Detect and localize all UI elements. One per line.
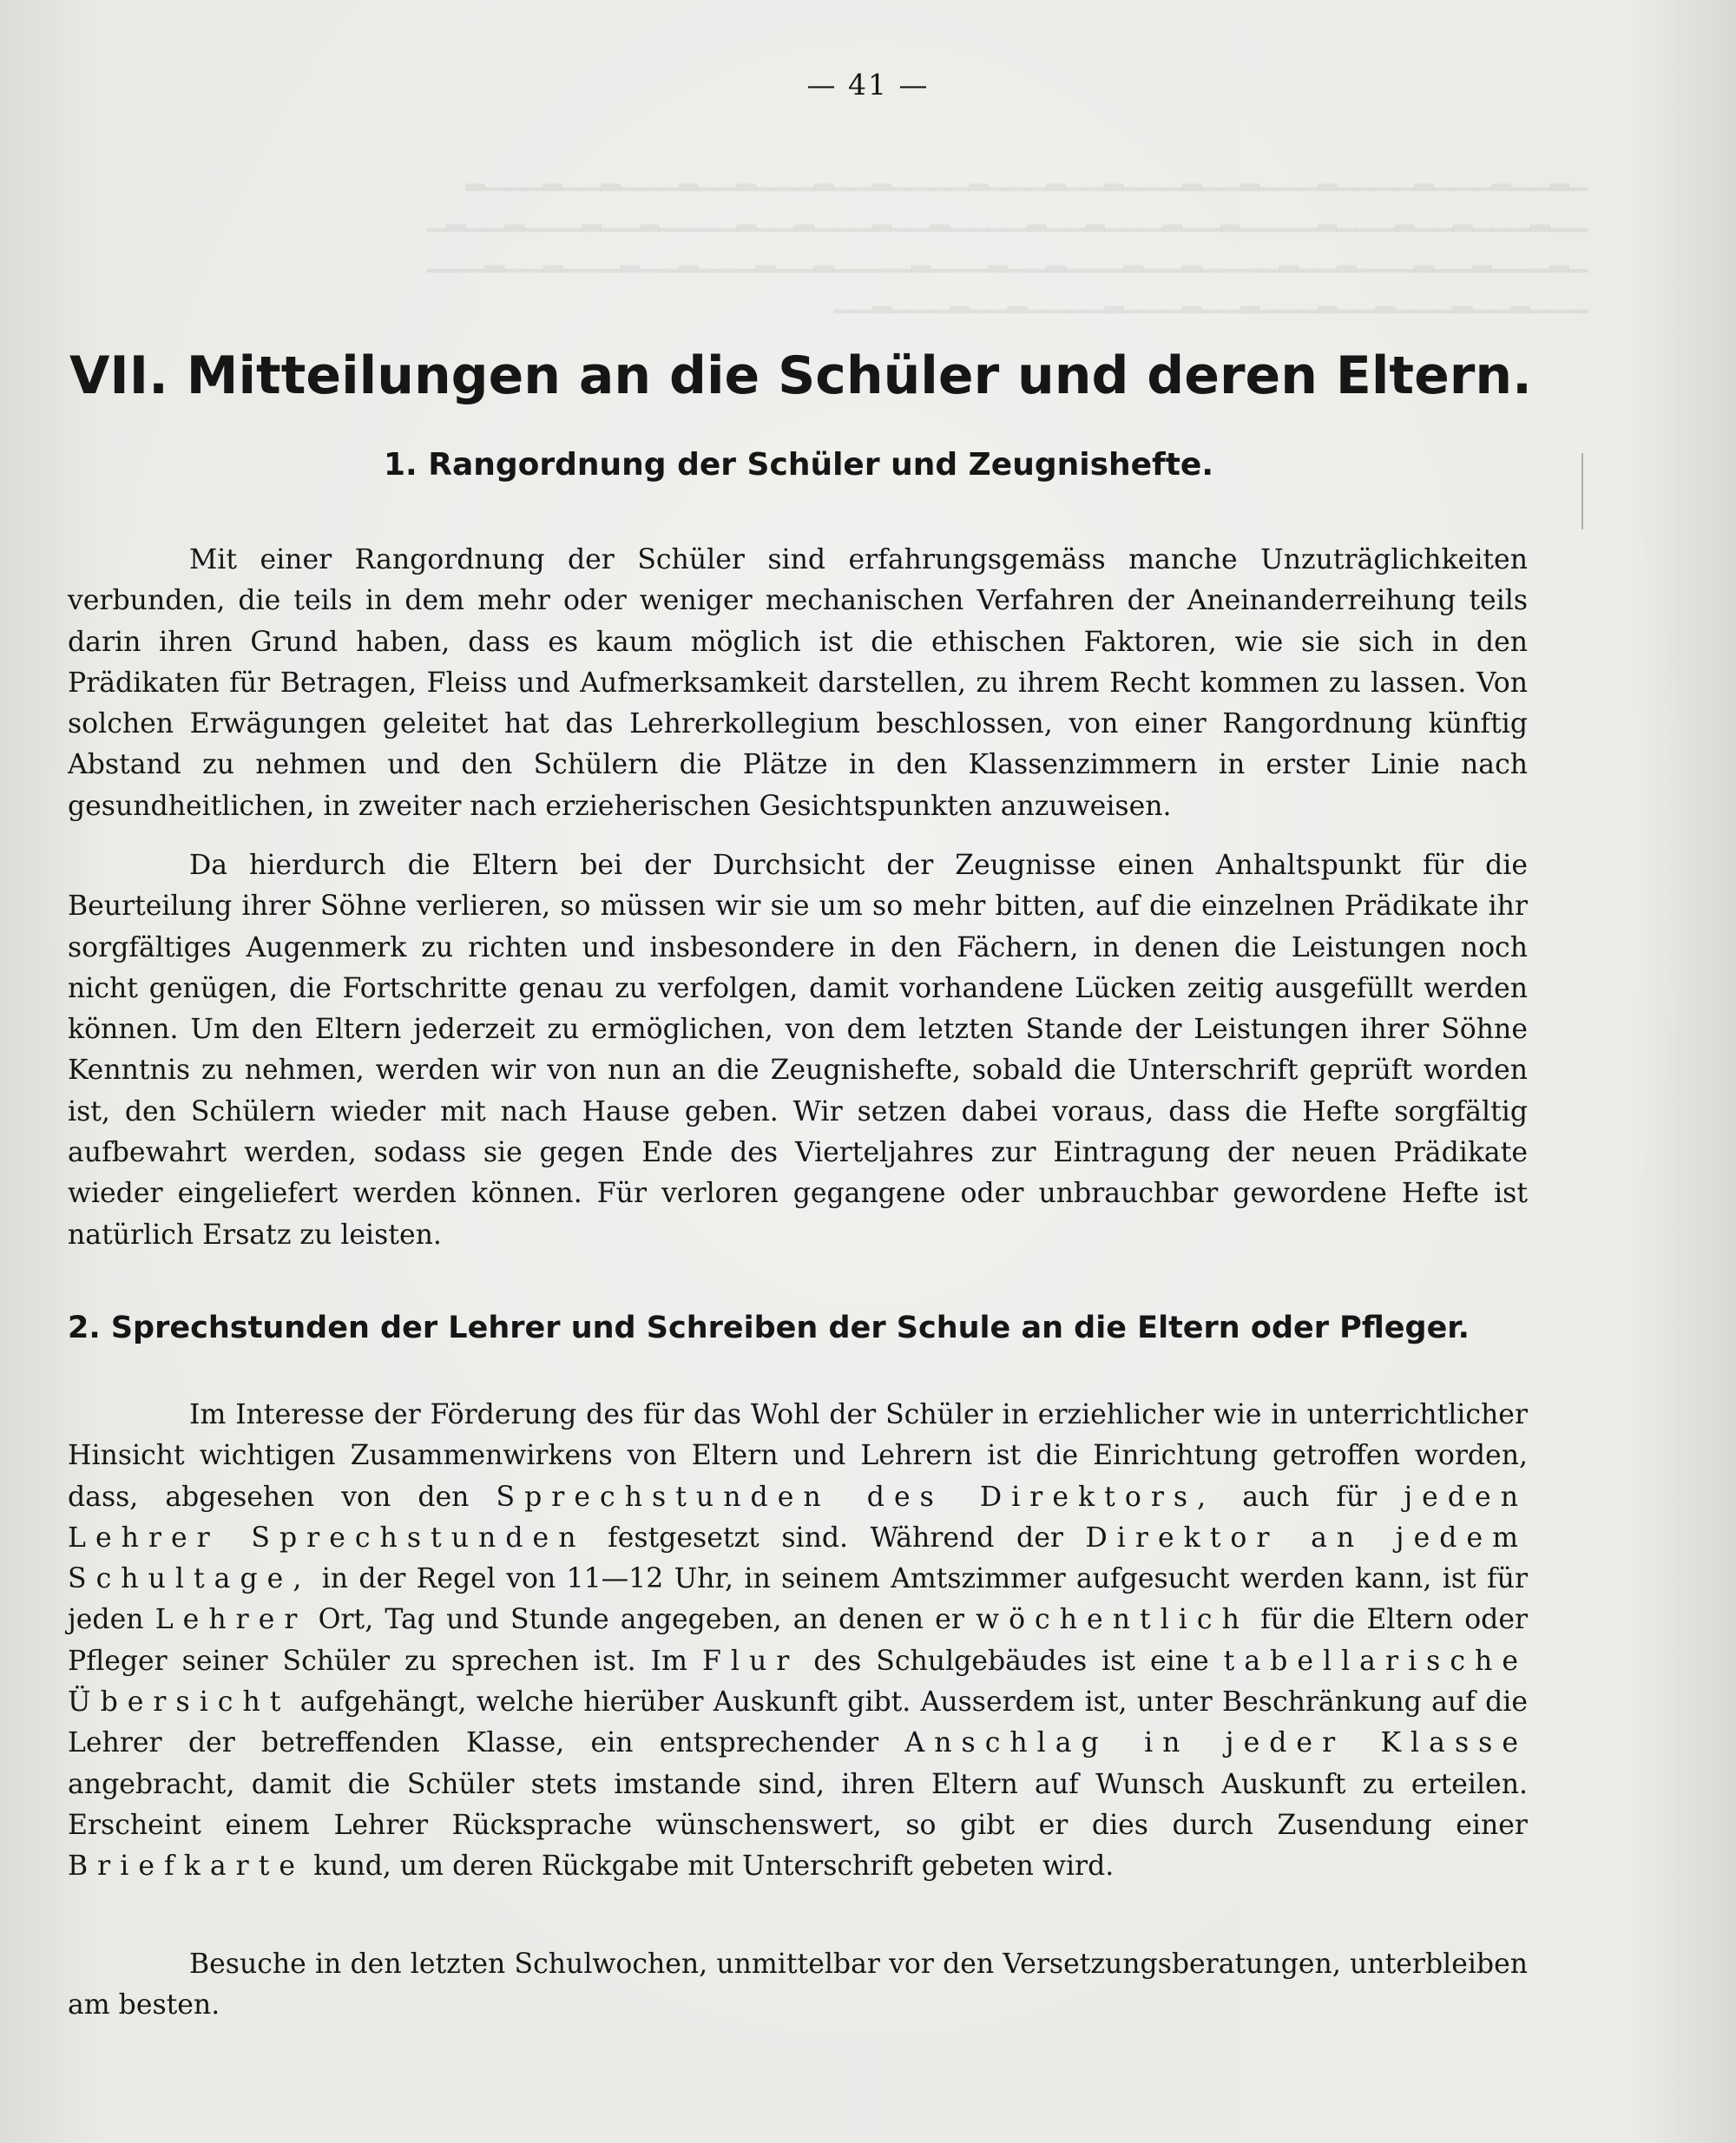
text-run: auch für (1242, 1481, 1378, 1513)
text-run: des Schulgebäudes ist eine (813, 1645, 1209, 1677)
section-1-paragraph-2: Da hierdurch die Eltern bei der Durchsicht der Zeugnisse einen Anhaltspunkt für die Beurteilung ihrer Söhne verlieren, so müssen wir sie um so mehr bitten, auf die einzelnen Prädikate ihr sorgfältiges Augenmerk zu richten und insbesondere in den Fächern, in denen die Leistungen noch nicht genügen, die Fortschritte genau zu verfolgen, damit vorhandene Lücken zeitig ausgefüllt werden können. Um den Eltern jederzeit zu ermöglichen, von dem letzten Stande der Leistungen ihrer Söhne Kenntnis zu nehmen, werden wir von nun an die Zeugnishefte, sobald die Unterschrift geprüft worden ist, den Schülern wieder mit nach Hause geben. Wir setzen dabei voraus, dass die Hefte sorgfältig aufbewahrt werden, sodass sie gegen Ende des Vierteljahres zur Eintragung der neuen Prädikate wieder eingeliefert werden können. Für verloren gegangene oder unbrauchbar gewordene Hefte ist natürlich Ersatz zu leisten. (68, 850, 1528, 1251)
section-1-paragraph-1: Mit einer Rangordnung der Schüler sind erfahrungsgemäss manche Unzuträglichkeiten verbunden, die teils in dem mehr oder weniger mechanischen Verfahren der Aneinanderreihung teils darin ihren Grund haben, dass es kaum möglich ist die ethischen Faktoren, wie sie sich in den Prädikaten für Betragen, Fleiss und Aufmerksamkeit darstellen, zu ihrem Recht kommen zu lassen. Von solchen Erwägungen geleitet hat das Lehrerkollegium beschlossen, von einer Rangordnung künftig Abstand zu nehmen und den Schülern die Plätze in den Klassenzimmern in erster Linie nach gesundheitlichen, in zweiter nach erzieherischen Gesichtspunkten anzuweisen. (68, 544, 1528, 822)
emphasis-spaced: jeden Lehrer Sprechstunden (68, 1481, 1529, 1554)
emphasis-spaced: Flur (701, 1645, 799, 1677)
text-run: Ort, Tag und Stunde angegeben, an denen er (318, 1604, 964, 1636)
bleed-through-texture: ▁▂▁▁▂▁▁▁▂▁▁▁▁▂▁▁▁▂▁▁▂▁▁▁▂▁▁▂▁▁▁▂▁▁▁▁▂▁▁▂▁▁▁▂▁▁▂▁▁▁▂▁▁▂▁▁▁▂ ▁▁▂▁▁▁▂▁▁▂▁▁▁▂▁▁▁▁▂▁▁▂▁▁▁▂▁▁▂▁▁▁▁▂▁▁▂▁▁▁▂▁▁▂▁▁▁▁▂▁▁▂▁▁▁▂▁▁▂▁ ▁▂▁▁▁▂▁▁▂▁▁▁▂▁▁▂▁▁▁▁▂▁▁▂▁▁▁▂▁▁▂▁▁▁▂▁▁▁▁▂▁▁▂▁▁▁▂▁▁▂▁▁▁▂▁▁▂▁▁▁ ▁▁▁▂▁▁▂▁▁▁▂▁▁▂▁▁▁▂▁▁▂▁▁▁▂▁▁▁▁▂▁▁▂▁▁▁▂▁▁ (426, 161, 1588, 313)
page-number: — 41 — (806, 68, 930, 102)
emphasis-spaced: Lehrer (155, 1604, 307, 1636)
chapter-title: VII. Mitteilungen an die Schüler und deren Eltern. (69, 345, 1532, 406)
text-run: festgesetzt sind. Während der (608, 1522, 1063, 1554)
text-run: in der Regel von 11—12 Uhr, in seinem Amtszimmer aufgesucht werden kann, ist für jeden (68, 1563, 1528, 1636)
text-run: kund, um deren Rückgabe mit Unterschrift gebeten wird. (313, 1850, 1115, 1883)
emphasis-spaced: tabellarische Übersicht (68, 1645, 1529, 1719)
section-2-paragraph-2: Besuche in den letzten Schulwochen, unmittelbar vor den Versetzungsberatungen, unterbleiben am besten. (68, 1949, 1528, 2021)
section-1-title: 1. Rangordnung der Schüler und Zeugnishefte. (383, 447, 1214, 483)
emphasis-spaced: Anschlag in jeder Klasse (904, 1727, 1528, 1759)
emphasis-spaced: Sprechstunden des Direktors, (496, 1481, 1216, 1513)
text-run: angebracht, damit die Schüler stets imstande sind, ihren Eltern auf Wunsch Auskunft zu erteilen. Erscheint einem Lehrer Rücksprache wünschenswert, so gibt er dies durch Zusendung einer (68, 1768, 1528, 1841)
emphasis-spaced: Briefkarte (68, 1850, 306, 1883)
section-2-title: 2. Sprechstunden der Lehrer und Schreiben der Schule an die Eltern oder Pfleger. (68, 1311, 1470, 1345)
text-run: für die Eltern oder Pfleger seiner Schüler zu sprechen ist. Im (68, 1604, 1529, 1677)
text-run: aufgehängt, welche hierüber Auskunft gibt. Ausserdem ist, unter Beschränkung auf die Lehrer der betreffenden Klasse, ein entsprechender (68, 1686, 1528, 1759)
emphasis-spaced: wöchentlich (976, 1604, 1249, 1636)
text-run: Im Interesse der Förderung des für das Wohl der Schüler in erziehlicher wie in unterrichtlicher Hinsicht wichtigen Zusammenwirkens von Eltern und Lehrern ist die Einrichtung getroffen worden, dass, abgesehen von den (68, 1399, 1528, 1513)
emphasis-spaced: Direktor an jedem Schultage, (68, 1522, 1529, 1595)
scan-artifact-line (1581, 453, 1583, 529)
section-2-paragraph-1 (68, 1395, 1528, 1888)
